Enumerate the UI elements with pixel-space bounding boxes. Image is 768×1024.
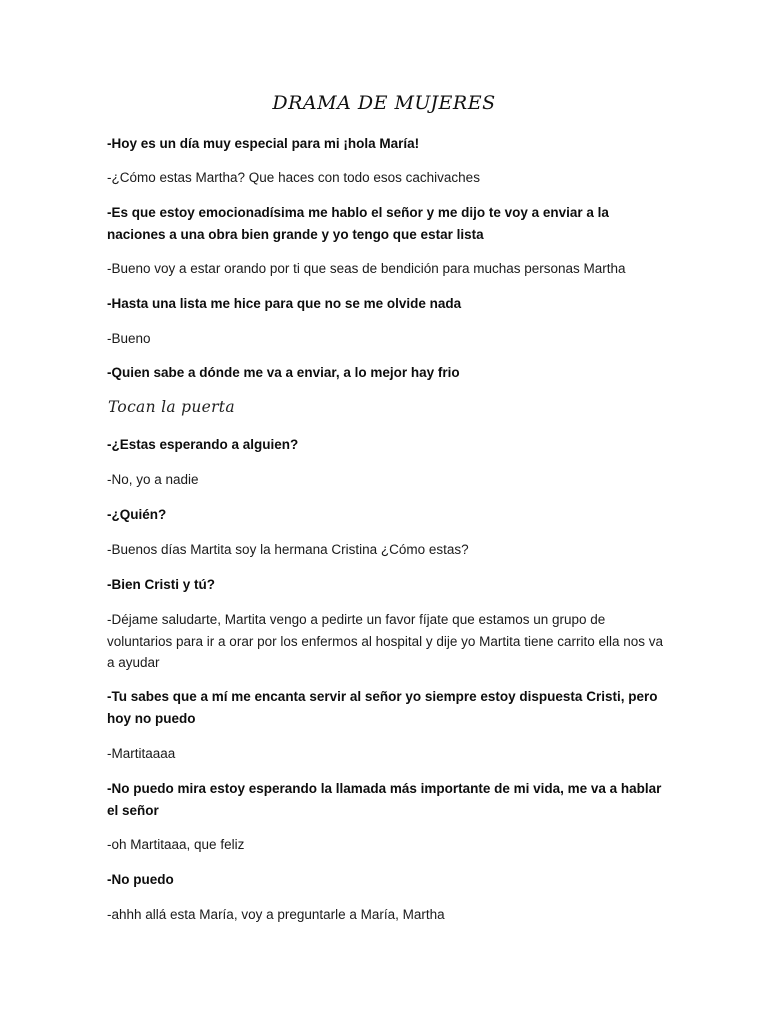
dialogue-line: -¿Estas esperando a alguien? — [107, 437, 299, 452]
dialogue-line: -Bueno voy a estar orando por ti que seas de bendición para muchas personas Martha — [107, 261, 626, 276]
dialogue-line: -Bien Cristi y tú? — [107, 577, 216, 592]
dialogue-line: -Bueno — [107, 331, 151, 346]
dialogue-line: -Hasta una lista me hice para que no se me olvide nada — [107, 296, 462, 311]
document-title: DRAMA DE MUJERES — [272, 92, 496, 114]
stage-direction: Tocan la puerta — [108, 398, 235, 416]
dialogue-line: -Martitaaaa — [107, 746, 176, 761]
dialogue-line: -oh Martitaaa, que feliz — [107, 837, 245, 852]
dialogue-line: -Es que estoy emocionadísima me hablo el señor y me dijo te voy a enviar a la naciones a una obra bien grande y yo tengo que estar lista — [107, 205, 609, 242]
dialogue-line: -Buenos días Martita soy la hermana Cristina ¿Cómo estas? — [107, 542, 469, 557]
dialogue-line: -No puedo mira estoy esperando la llamada más importante de mi vida, me va a hablar el señor — [107, 781, 662, 818]
dialogue-line: -¿Quién? — [107, 507, 167, 522]
dialogue-line: -¿Cómo estas Martha? Que haces con todo esos cachivaches — [107, 170, 480, 185]
dialogue-line: -ahhh allá esta María, voy a preguntarle a María, Martha — [107, 907, 445, 922]
dialogue-line: -Tu sabes que a mí me encanta servir al señor yo siempre estoy dispuesta Cristi, pero hoy no puedo — [107, 689, 658, 726]
dialogue-line: -Quien sabe a dónde me va a enviar, a lo mejor hay frio — [107, 365, 460, 380]
dialogue-line: -No puedo — [107, 872, 174, 887]
dialogue-line: -Hoy es un día muy especial para mi ¡hola María! — [107, 136, 420, 151]
dialogue-line: -No, yo a nadie — [107, 472, 199, 487]
dialogue-line: -Déjame saludarte, Martita vengo a pedirte un favor fíjate que estamos un grupo de voluntarios para ir a orar por los enfermos al hospital y dije yo Martita tiene carrito ella nos va a ayudar — [107, 612, 664, 670]
